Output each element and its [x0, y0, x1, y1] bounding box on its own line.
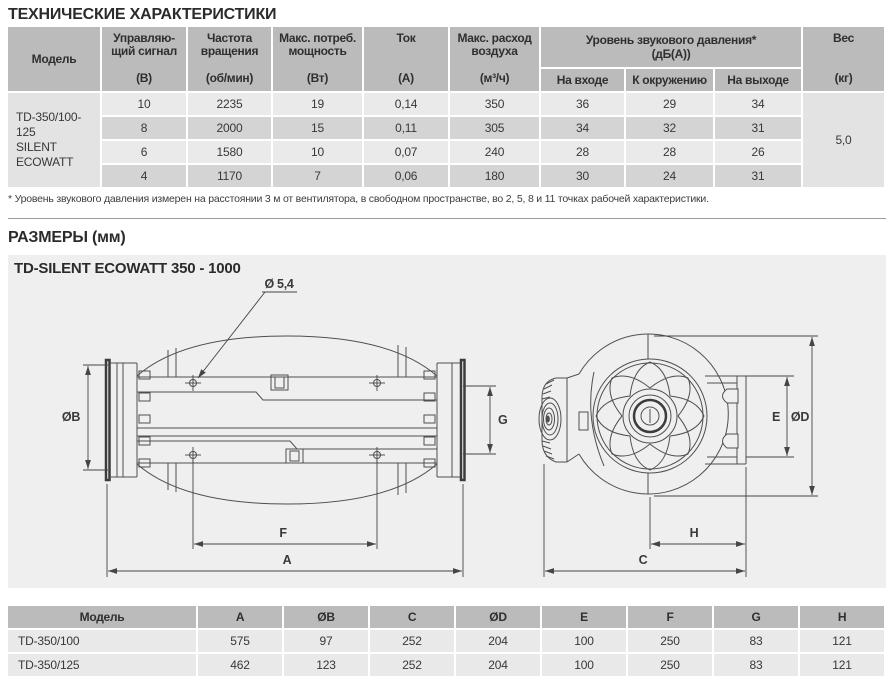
spec-row-2	[8, 117, 884, 139]
spec-row-3	[8, 141, 884, 163]
cell: 575	[198, 630, 282, 652]
dim-label-g: G	[498, 413, 508, 427]
cell: 1170	[188, 165, 271, 187]
spec-header-sound-label: Уровень звукового давления*	[585, 32, 757, 47]
cell: 1580	[188, 141, 271, 163]
spec-header-airflow-label: Макс. расход воздуха	[457, 31, 532, 58]
cell: 204	[456, 654, 540, 676]
dims-header-g: G	[714, 606, 798, 628]
dimensions-header-row	[8, 606, 884, 628]
cell: 121	[800, 654, 884, 676]
model-line-1: TD-350/100-125	[16, 110, 82, 139]
spec-header-airflow-unit: (м³/ч)	[479, 71, 510, 85]
dim-label-b: ØB	[61, 410, 81, 424]
dims-header-c: C	[370, 606, 454, 628]
cell: 34	[541, 117, 624, 139]
cell: 2235	[188, 93, 271, 115]
spec-row-4	[8, 165, 884, 187]
spec-table	[6, 25, 886, 189]
dim-label-e: E	[771, 410, 781, 424]
spec-header-current	[364, 27, 448, 91]
spec-header-rpm-label: Частота вращения	[200, 31, 259, 58]
cell: 250	[628, 630, 712, 652]
spec-row-1	[8, 93, 884, 115]
dims-header-h: H	[800, 606, 884, 628]
cell: 19	[273, 93, 362, 115]
cell: 26	[715, 141, 801, 163]
drawing-title: TD-SILENT ECOWATT 350 - 1000	[14, 260, 241, 277]
cell: 0,14	[364, 93, 448, 115]
spec-header-current-unit: (А)	[398, 71, 414, 85]
cell: 32	[626, 117, 713, 139]
cell: TD-350/125	[8, 654, 196, 676]
spec-header-signal	[102, 27, 186, 91]
spec-subheader-inlet: На входе	[541, 69, 624, 91]
dim-label-hole: Ø 5,4	[264, 277, 294, 291]
spec-subheader-outlet: На выходе	[715, 69, 801, 91]
cell: 252	[370, 654, 454, 676]
spec-header-current-label: Ток	[396, 31, 416, 45]
dims-header-d: ØD	[456, 606, 540, 628]
cell: 350	[450, 93, 539, 115]
dims-header-model: Модель	[8, 606, 196, 628]
cell: 123	[284, 654, 368, 676]
spec-header-signal-unit: (В)	[136, 71, 152, 85]
spec-header-sound-group	[541, 27, 801, 67]
cell: 10	[273, 141, 362, 163]
dim-label-d: ØD	[790, 410, 810, 424]
dims-header-f: F	[628, 606, 712, 628]
spec-header-airflow	[450, 27, 539, 91]
cell: 305	[450, 117, 539, 139]
spec-header-power-unit: (Вт)	[306, 71, 329, 85]
spec-header-weight-unit: (кг)	[834, 71, 853, 85]
cell: 83	[714, 630, 798, 652]
dim-label-a: A	[282, 553, 292, 567]
spec-header-model: Модель	[8, 27, 100, 91]
spec-subheader-ambient: К окружению	[626, 69, 713, 91]
cell: 250	[628, 654, 712, 676]
cell: 34	[715, 93, 801, 115]
cell: 31	[715, 165, 801, 187]
cell: 121	[800, 630, 884, 652]
dim-label-c: C	[638, 553, 648, 567]
cell: 24	[626, 165, 713, 187]
spec-header-rpm-unit: (об/мин)	[205, 71, 254, 85]
cell: 7	[273, 165, 362, 187]
cell: 100	[542, 630, 626, 652]
cell: 240	[450, 141, 539, 163]
cell: 28	[626, 141, 713, 163]
cell: 6	[102, 141, 186, 163]
cell: 0,06	[364, 165, 448, 187]
dim-label-h: H	[689, 526, 699, 540]
cell: 0,11	[364, 117, 448, 139]
cell: 83	[714, 654, 798, 676]
cell: 15	[273, 117, 362, 139]
cell: 36	[541, 93, 624, 115]
spec-header-sound-unit: (дБ(А))	[651, 46, 691, 61]
spec-header-weight	[803, 27, 884, 91]
dimensions-table	[6, 604, 886, 678]
dims-header-b: ØB	[284, 606, 368, 628]
footnote: * Уровень звукового давления измерен на расстоянии 3 м от вентилятора, в свободном пространстве, во 2, 5, 8 и 11 точках рабочей характеристики.	[8, 193, 709, 205]
dim-label-f: F	[279, 526, 287, 540]
dimensions-section-title: РАЗМЕРЫ (мм)	[8, 229, 126, 246]
model-line-2: SILENT	[16, 140, 57, 154]
spec-model-cell	[8, 93, 100, 187]
dims-header-a: A	[198, 606, 282, 628]
cell: 8	[102, 117, 186, 139]
section-divider	[8, 218, 886, 219]
drawing-panel	[8, 255, 886, 588]
spec-weight-cell: 5,0	[803, 93, 884, 187]
cell: 10	[102, 93, 186, 115]
cell: 462	[198, 654, 282, 676]
model-line-3: ECOWATT	[16, 155, 74, 169]
cell: 180	[450, 165, 539, 187]
dimensions-row-1	[8, 630, 884, 652]
spec-header-weight-label: Вес	[833, 31, 854, 45]
cell: 97	[284, 630, 368, 652]
cell: TD-350/100	[8, 630, 196, 652]
cell: 0,07	[364, 141, 448, 163]
page-title: ТЕХНИЧЕСКИЕ ХАРАКТЕРИСТИКИ	[8, 6, 277, 23]
cell: 204	[456, 630, 540, 652]
spec-header-rpm	[188, 27, 271, 91]
spec-header-power	[273, 27, 362, 91]
spec-header-signal-label: Управляю- щий сигнал	[111, 31, 177, 58]
cell: 252	[370, 630, 454, 652]
cell: 28	[541, 141, 624, 163]
cell: 4	[102, 165, 186, 187]
spec-header-power-label: Макс. потреб. мощность	[279, 31, 356, 58]
cell: 31	[715, 117, 801, 139]
dims-header-e: E	[542, 606, 626, 628]
dimensions-row-2	[8, 654, 884, 676]
cell: 100	[542, 654, 626, 676]
cell: 30	[541, 165, 624, 187]
cell: 29	[626, 93, 713, 115]
cell: 2000	[188, 117, 271, 139]
